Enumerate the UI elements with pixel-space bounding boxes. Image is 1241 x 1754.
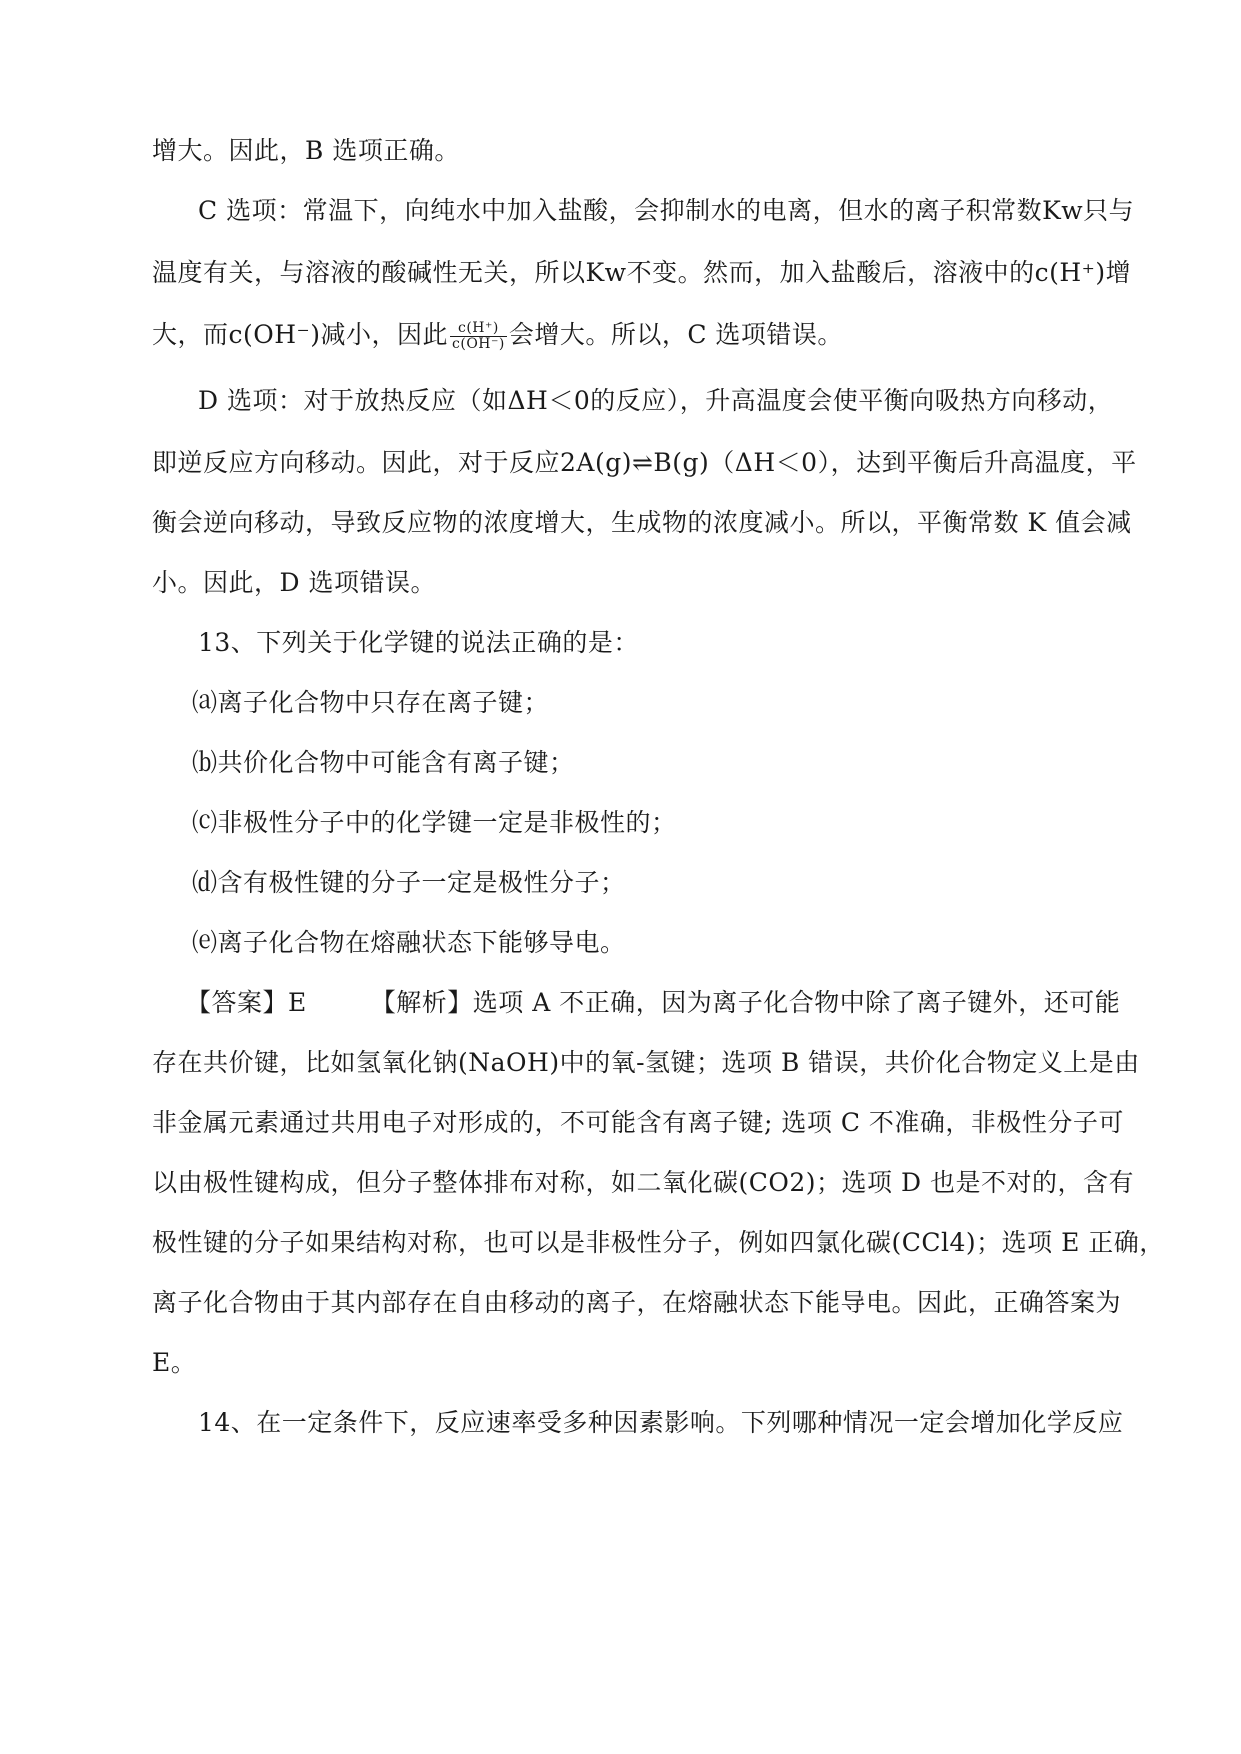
question-13-option-c: ⒞非极性分子中的化学键一定是非极性的； <box>192 808 677 837</box>
question-13-option-a: ⒜离子化合物中只存在离子键； <box>192 688 550 717</box>
answer-line <box>186 986 1126 1020</box>
fraction-denominator: c(OH⁻) <box>452 336 505 352</box>
analysis-line: 存在共价键，比如氢氧化钠(NaOH)中的氧-氢键；选项 B 错误，共价化合物定义上是由 <box>152 1048 1140 1077</box>
question-13-option-d: ⒟含有极性键的分子一定是极性分子； <box>192 868 626 897</box>
text-segment: 会增大。所以，C 选项错误。 <box>508 320 843 349</box>
question-13-option-e: ⒠离子化合物在熔融状态下能够导电。 <box>192 928 626 957</box>
fraction-numerator: c(H⁺) <box>450 321 507 337</box>
paragraph-line: 增大。因此，B 选项正确。 <box>152 136 460 165</box>
question-13-stem: 13、下列关于化学键的说法正确的是： <box>198 628 639 657</box>
analysis-line: 非金属元素通过共用电子对形成的，不可能含有离子键; 选项 C 不准确，非极性分子可 <box>152 1108 1124 1137</box>
paragraph-line: 衡会逆向移动，导致反应物的浓度增大，生成物的浓度减小。所以，平衡常数 K 值会减 <box>152 508 1132 537</box>
paragraph-line: 小。因此，D 选项错误。 <box>152 568 436 597</box>
paragraph-line: D 选项：对于放热反应（如ΔH＜0的反应），升高温度会使平衡向吸热方向移动， <box>198 386 1114 415</box>
analysis-line: 极性键的分子如果结构对称，也可以是非极性分子，例如四氯化碳(CCl4)；选项 E 正确， <box>152 1228 1165 1257</box>
fraction <box>450 321 507 352</box>
text-segment: 大，而c(OH⁻)减小，因此 <box>152 320 449 349</box>
analysis-line: E。 <box>152 1348 197 1377</box>
paragraph-line: C 选项：常温下，向纯水中加入盐酸，会抑制水的电离，但水的离子积常数Kw只与 <box>198 196 1135 225</box>
analysis-line: 以由极性键构成，但分子整体排布对称，如二氧化碳(CO2)；选项 D 也是不对的，含有 <box>152 1168 1134 1197</box>
paragraph-line: 即逆反应方向移动。因此，对于反应2A(g)⇌B(g)（ΔH＜0），达到平衡后升高温度，平 <box>152 448 1137 477</box>
question-14-stem: 14、在一定条件下，反应速率受多种因素影响。下列哪种情况一定会增加化学反应 <box>198 1408 1124 1437</box>
paragraph-line-with-fraction <box>152 318 1092 352</box>
analysis-text: 【解析】选项 A 不正确，因为离子化合物中除了离子键外，还可能 <box>370 988 1121 1017</box>
answer-label: 【答案】E <box>186 988 307 1017</box>
question-13-option-b: ⒝共价化合物中可能含有离子键； <box>192 748 575 777</box>
analysis-line: 离子化合物由于其内部存在自由移动的离子，在熔融状态下能导电。因此，正确答案为 <box>152 1288 1122 1317</box>
paragraph-line: 温度有关，与溶液的酸碱性无关，所以Kw不变。然而，加入盐酸后，溶液中的c(H⁺)增 <box>152 258 1132 287</box>
